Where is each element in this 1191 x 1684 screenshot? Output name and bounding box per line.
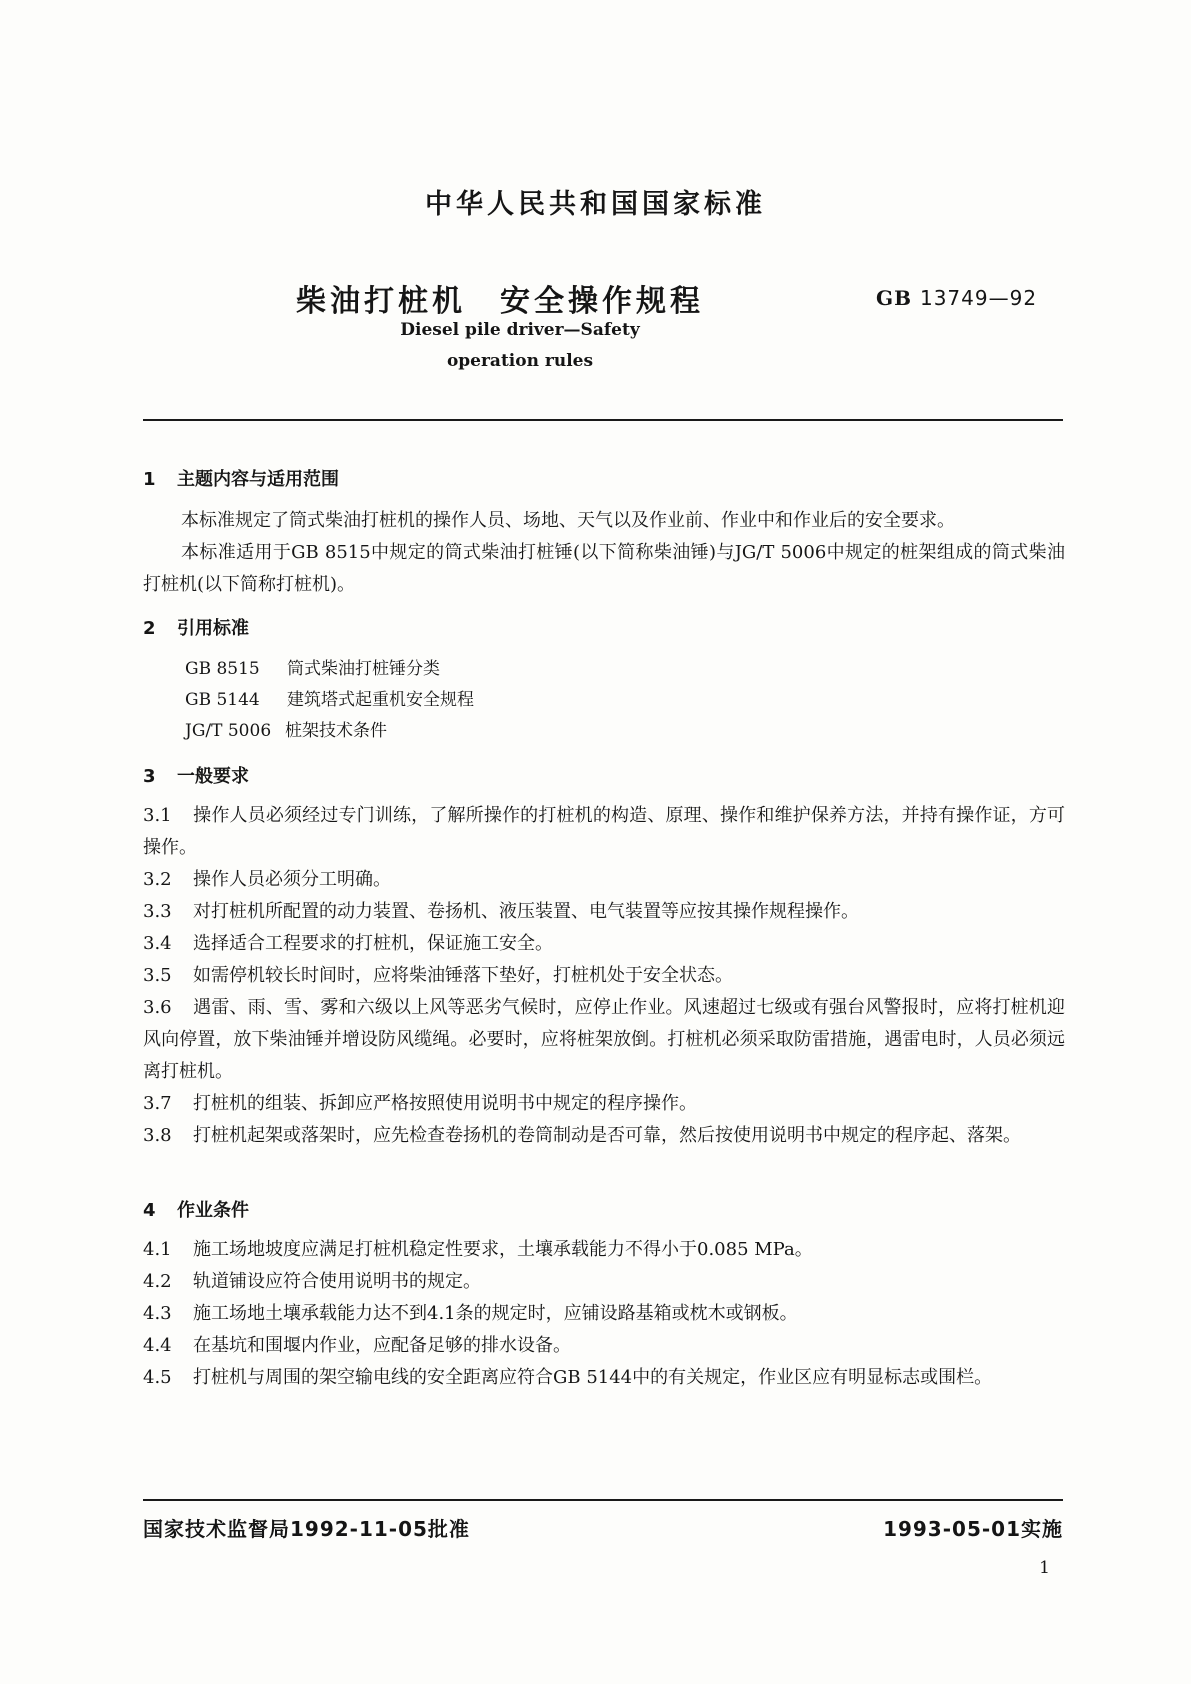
clause-text: 操作人员必须经过专门训练，了解所操作的打桩机的构造、原理、操作和维护保养方法，并持有操作证，方可操作。	[143, 805, 1065, 858]
clause-4-2	[143, 1266, 1065, 1298]
clause-3-3	[143, 896, 1065, 928]
clause-text: 如需停机较长时间时，应将柴油锤落下垫好，打桩机处于安全状态。	[193, 965, 733, 986]
clause-text: 在基坑和围堰内作业，应配备足够的排水设备。	[193, 1335, 571, 1356]
header-divider	[143, 419, 1063, 421]
standard-code-number: 13749—92	[919, 286, 1038, 310]
clause-number: 3.8	[143, 1125, 172, 1146]
clause-number: 4.1	[143, 1239, 172, 1260]
national-standard-heading: 中华人民共和国国家标准	[425, 189, 766, 220]
clause-3-7	[143, 1088, 1065, 1120]
clause-text: 操作人员必须分工明确。	[193, 869, 391, 890]
document-title-cn: 柴油打桩机 安全操作规程	[296, 284, 704, 319]
reference-name: 筒式柴油打桩锤分类	[287, 659, 440, 679]
approval-info: 国家技术监督局1992-11-05批准	[143, 1517, 470, 1541]
section-title: 一般要求	[177, 766, 249, 787]
section-4-heading	[143, 1196, 249, 1222]
clause-text: 施工场地土壤承载能力达不到4.1条的规定时，应铺设路基箱或枕木或钢板。	[193, 1303, 798, 1324]
reference-item	[185, 684, 474, 716]
footer-divider	[143, 1499, 1063, 1501]
clause-4-4	[143, 1330, 1065, 1362]
section-number: 4	[143, 1200, 156, 1221]
clause-number: 3.1	[143, 805, 172, 826]
clause-text: 遇雷、雨、雪、雾和六级以上风等恶劣气候时，应停止作业。风速超过七级或有强台风警报时，应将打桩机迎风向停置，放下柴油锤并增设防风缆绳。必要时，应将桩架放倒。打桩机必须采取防雷措施，遇雷电时，人员必须远离打桩机。	[143, 997, 1065, 1082]
section-title: 作业条件	[177, 1200, 249, 1221]
standard-code	[876, 286, 1037, 311]
document-title-en-line2: operation rules	[446, 351, 594, 371]
clause-3-2	[143, 864, 1065, 896]
clause-3-6	[143, 992, 1065, 1088]
clause-number: 3.5	[143, 965, 172, 986]
reference-item	[185, 715, 387, 747]
clause-number: 3.4	[143, 933, 172, 954]
clause-3-1	[143, 800, 1065, 864]
clause-text: 选择适合工程要求的打桩机，保证施工安全。	[193, 933, 553, 954]
reference-name: 桩架技术条件	[285, 721, 387, 741]
reference-code: JG/T 5006	[185, 721, 272, 741]
clause-number: 3.2	[143, 869, 172, 890]
clause-4-3	[143, 1298, 1065, 1330]
reference-code: GB 8515	[185, 659, 260, 679]
clause-number: 4.5	[143, 1367, 172, 1388]
clause-3-8	[143, 1120, 1065, 1152]
clause-number: 3.3	[143, 901, 172, 922]
section-number: 2	[143, 618, 156, 639]
section-1-heading	[143, 465, 339, 491]
clause-3-4	[143, 928, 1065, 960]
section-1-paragraph-2: 本标准适用于GB 8515中规定的筒式柴油打桩锤(以下简称柴油锤)与JG/T 5006中规定的桩架组成的筒式柴油打桩机(以下简称打桩机)。	[143, 542, 1065, 595]
clause-text: 打桩机与周围的架空输电线的安全距离应符合GB 5144中的有关规定，作业区应有明显标志或围栏。	[193, 1367, 993, 1388]
clause-4-5	[143, 1362, 1065, 1394]
section-title: 主题内容与适用范围	[177, 469, 339, 490]
clause-text: 轨道铺设应符合使用说明书的规定。	[193, 1271, 481, 1292]
clause-text: 打桩机起架或落架时，应先检查卷扬机的卷筒制动是否可靠，然后按使用说明书中规定的程序起、落架。	[193, 1125, 1021, 1146]
section-title: 引用标准	[177, 618, 249, 639]
clause-number: 4.3	[143, 1303, 172, 1324]
clause-text: 对打桩机所配置的动力装置、卷扬机、液压装置、电气装置等应按其操作规程操作。	[193, 901, 859, 922]
clause-number: 3.6	[143, 997, 172, 1018]
clause-number: 4.4	[143, 1335, 172, 1356]
reference-code: GB 5144	[185, 690, 260, 710]
section-3-heading	[143, 762, 249, 788]
reference-name: 建筑塔式起重机安全规程	[287, 690, 474, 710]
clause-number: 4.2	[143, 1271, 172, 1292]
section-2-heading	[143, 614, 249, 640]
clause-number: 3.7	[143, 1093, 172, 1114]
clause-4-1	[143, 1234, 1065, 1266]
section-1-paragraph-1: 本标准规定了筒式柴油打桩机的操作人员、场地、天气以及作业前、作业中和作业后的安全要求。	[181, 510, 955, 531]
reference-item	[185, 653, 440, 685]
section-number: 1	[143, 469, 156, 490]
effective-date: 1993-05-01实施	[883, 1517, 1063, 1541]
clause-text: 施工场地坡度应满足打桩机稳定性要求，土壤承载能力不得小于0.085 MPa。	[193, 1239, 813, 1260]
page-number: 1	[1039, 1558, 1050, 1578]
clause-text: 打桩机的组装、拆卸应严格按照使用说明书中规定的程序操作。	[193, 1093, 697, 1114]
document-title-en-line1: Diesel pile driver—Safety	[400, 320, 640, 340]
section-number: 3	[143, 766, 156, 787]
clause-3-5	[143, 960, 1065, 992]
standard-code-prefix: GB	[876, 286, 912, 310]
